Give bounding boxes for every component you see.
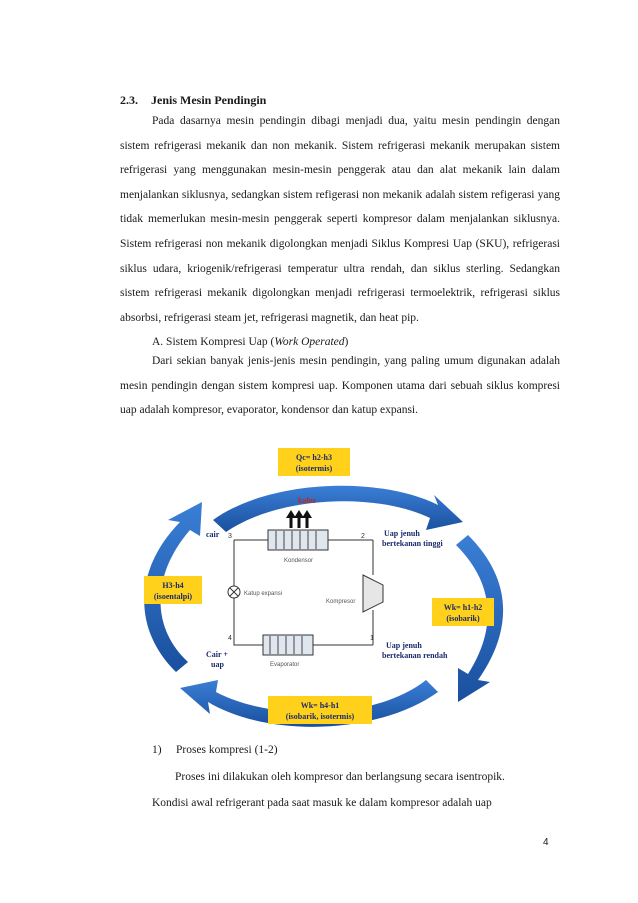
heat-arrows-icon [286, 510, 312, 528]
list-item-1-number: 1) [152, 744, 162, 756]
top-arrow [213, 486, 463, 532]
condenser-label: Kondensor [284, 558, 314, 564]
wk1-line1: Wk= h1-h2 [443, 603, 483, 612]
uap-rendah-line2: bertekanan rendah [382, 651, 448, 660]
page-number: 4 [543, 837, 549, 848]
qc-line2: (isotermis) [295, 464, 333, 473]
uap-tinggi-line1: Uap jenuh [384, 529, 420, 538]
cair-label: cair [206, 530, 220, 539]
wk1-line2: (isobarik) [446, 614, 480, 623]
evaporator-label: Evaporator [270, 662, 300, 668]
kalor-label: kalor [298, 496, 317, 505]
paragraph-2-text: Dari sekian banyak jenis-jenis mesin pendingin, yang paling umum digunakan adalah mesin pendingin dengan sistem kompresi uap. Komponen utama dari sebuah siklus kompresi uap adalah kompresor, evaporator, kondensor dan katup expansi. [120, 355, 560, 417]
section-title: Jenis Mesin Pendingin [151, 93, 267, 107]
state-3: 3 [228, 533, 232, 540]
wk2-line2: (isobarik, isotermis) [285, 712, 355, 721]
h3h4-line1: H3-h4 [162, 581, 184, 590]
uap-tinggi-line2: bertekanan tinggi [382, 539, 443, 548]
section-number: 2.3. [120, 93, 138, 107]
valve-label: Katup expansi [244, 591, 283, 597]
uap-rendah-line1: Uap jenuh [386, 641, 422, 650]
paragraph-1 [120, 109, 560, 330]
cair-uap-line2: uap [211, 660, 224, 669]
section-heading [120, 93, 266, 108]
condenser-coil [268, 530, 328, 550]
paragraph-3: Proses ini dilakukan oleh kompresor dan berlangsung secara isentropik. [175, 771, 505, 783]
compressor-icon [363, 575, 383, 612]
subsection-a-italic: Work Operated [274, 336, 345, 348]
wk2-line1: Wk= h4-h1 [300, 701, 340, 710]
list-item-1-title: Proses kompresi (1-2) [176, 744, 278, 756]
paragraph-4: Kondisi awal refrigerant pada saat masuk ke dalam kompresor adalah uap [152, 797, 492, 809]
state-4: 4 [228, 635, 232, 642]
qc-line1: Qc= h2-h3 [296, 453, 332, 462]
list-item-1 [152, 744, 278, 756]
cair-uap-line1: Cair + [206, 650, 228, 659]
expansion-valve-icon [228, 586, 240, 598]
h3h4-line2: (isoentalpi) [153, 592, 193, 601]
state-2: 2 [361, 533, 365, 540]
state-1: 1 [370, 635, 374, 642]
compressor-label: Kompresor [326, 599, 356, 605]
paragraph-2 [120, 349, 560, 423]
subsection-a-suffix: ) [344, 336, 349, 348]
subsection-a-prefix: A. Sistem Kompresi Uap ( [152, 336, 275, 348]
vapor-compression-cycle-diagram [118, 440, 528, 740]
paragraph-1-text: Pada dasarnya mesin pendingin dibagi menjadi dua, yaitu mesin pendingin dengan sistem refrigerasi mekanik dan non mekanik. Sistem refrigerasi mekanik merupakan sistem refrigerasi yang menggunakan mesin-mesin penggerak atau dan alat mekanik lain dalam menjalankan siklusnya, sedangkan sistem refigerasi non mekanik adalah sistem refigerasi yang tidak memerlukan mesin-mesin penggerak seperti kompresor dalam menjalankan siklusnya. Sistem refrigerasi non mekanik digolongkan menjadi Siklus Kompresi Uap (SKU), refrigerasi siklus udara, kriogenik/refrigerasi temperatur ultra rendah, dan siklus sterling. Sedangkan sistem refrigerasi mekanik digolongkan menjadi refrigerasi termoelektrik, refrigerasi siklus absorbsi, refrigerasi steam jet, refrigerasi magnetik, dan heat pip. [120, 115, 560, 324]
